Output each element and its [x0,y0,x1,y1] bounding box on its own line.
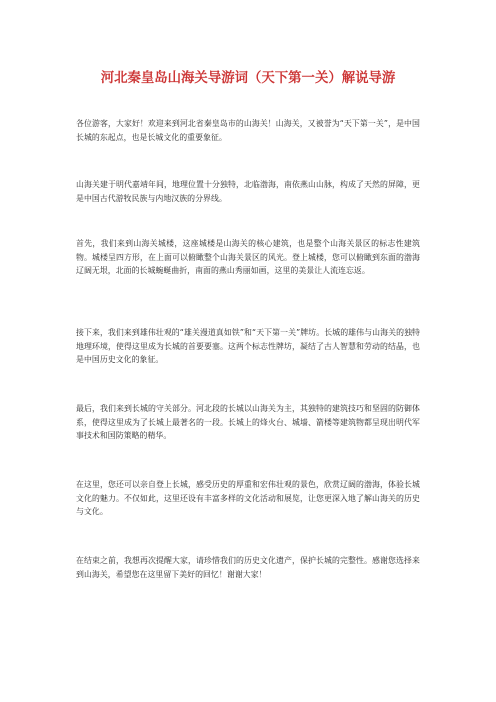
paragraph-climb-wall: 在这里，您还可以亲自登上长城，感受历史的厚重和宏伟壮观的景色，欣赏辽阔的渤海，体验长城文化的魅力。不仅如此，这里还设有丰富多样的文化活动和展览，让您更深入地了解山海关的历史与文化。 [76,480,420,516]
paragraph-city-tower: 首先，我们来到山海关城楼，这座城楼是山海关的核心建筑，也是整个山海关景区的标志性建筑物。城楼呈四方形，在上面可以俯瞰整个山海关景区的风光。登上城楼，您可以俯瞰到东面的渤海辽阔无垠，北面的长城蜿蜒曲折，南面的燕山秀丽如画，这里的美景让人流连忘返。 [76,239,420,275]
paragraph-greeting: 各位游客，大家好！欢迎来到河北省秦皇岛市的山海关！山海关，又被誉为“天下第一关”，是中国长城的东起点，也是长城文化的重要象征。 [76,119,420,142]
paragraph-great-wall: 最后，我们来到长城的守关部分。河北段的长城以山海关为主，其独特的建筑技巧和坚固的防御体系，使得这里成为了长城上最著名的一段。长城上的烽火台、城墙、箭楼等建筑物都呈现出明代军事技术和国防策略的精华。 [76,404,420,440]
paragraph-history: 山海关建于明代嘉靖年间，地理位置十分独特，北临渤海，南依燕山山脉，构成了天然的屏障，更是中国古代游牧民族与内地汉族的分界线。 [76,180,420,203]
paragraph-closing: 在结束之前，我想再次提醒大家，请珍惜我们的历史文化遗产，保护长城的完整性。感谢您选择来到山海关，希望您在这里留下美好的回忆！谢谢大家！ [76,556,420,579]
document-title: 河北秦皇岛山海关导游词（天下第一关）解说导游 [100,71,396,86]
paragraph-archways: 接下来，我们来到雄伟壮观的“雄关漫道真如铁”和“天下第一关”牌坊。长城的雄伟与山海关的独特地理环境，使得这里成为长城的首要要塞。这两个标志性牌坊，凝结了古人智慧和劳动的结晶，也是中国历史文化的象征。 [76,328,420,364]
